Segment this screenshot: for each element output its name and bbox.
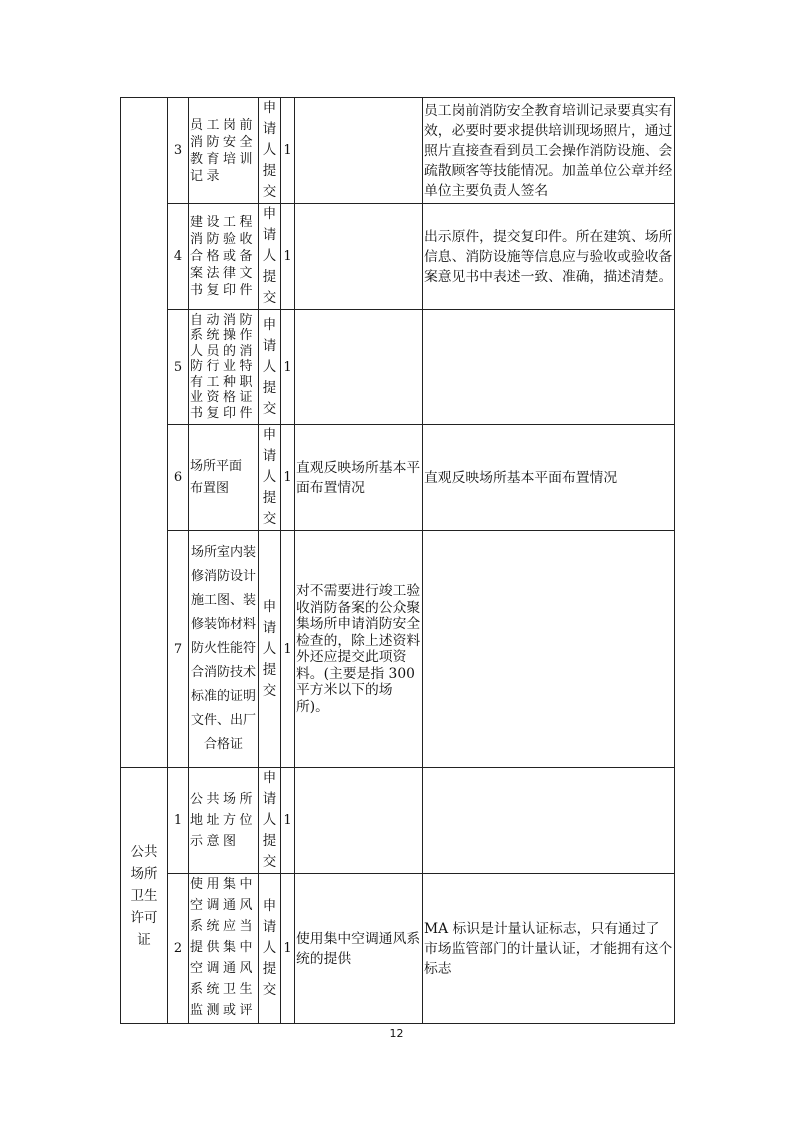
item-name: 场所平面布置图 <box>189 425 259 531</box>
item-source: 申请人提交 <box>259 531 281 768</box>
item-quantity: 1 <box>281 98 295 204</box>
item-requirement <box>295 768 423 874</box>
item-source: 申请人提交 <box>259 98 281 204</box>
row-number: 4 <box>168 204 189 310</box>
item-note: 出示原件，提交复印件。所在建筑、场所信息、消防设施等信息应与验收或验收备案意见书中表述一致、准确，描述清楚。 <box>423 204 675 310</box>
requirements-table <box>120 97 675 1024</box>
item-name: 自动消防系统操作人员的消防行业特有工种职业资格证书复印件 <box>189 310 259 425</box>
item-name: 员工岗前消防安全教育培训记录 <box>189 98 259 204</box>
category-cell: 公共场所卫生许可证 <box>121 768 168 1024</box>
item-source: 申请人提交 <box>259 425 281 531</box>
row-number: 2 <box>168 874 189 1024</box>
item-quantity: 1 <box>281 310 295 425</box>
row-number: 1 <box>168 768 189 874</box>
row-number: 6 <box>168 425 189 531</box>
item-name: 使用集中空调通风系统应当提供集中空调通风系统卫生监测或评 <box>189 874 259 1024</box>
item-requirement <box>295 310 423 425</box>
item-source: 申请人提交 <box>259 204 281 310</box>
item-quantity: 1 <box>281 874 295 1024</box>
page-number: 12 <box>389 1027 404 1040</box>
item-source: 申请人提交 <box>259 874 281 1024</box>
item-requirement <box>295 98 423 204</box>
table-row <box>121 204 675 310</box>
item-quantity: 1 <box>281 204 295 310</box>
item-note: 员工岗前消防安全教育培训记录要真实有效，必要时要求提供培训现场照片，通过照片直接查看到员工会操作消防设施、会疏散顾客等技能情况。加盖单位公章并经单位主要负责人签名 <box>423 98 675 204</box>
item-note <box>423 768 675 874</box>
row-number: 7 <box>168 531 189 768</box>
item-note <box>423 531 675 768</box>
item-quantity: 1 <box>281 531 295 768</box>
row-number: 3 <box>168 98 189 204</box>
table-row <box>121 310 675 425</box>
item-name: 建设工程消防验收合格或备案法律文书复印件 <box>189 204 259 310</box>
item-note <box>423 310 675 425</box>
item-quantity: 1 <box>281 768 295 874</box>
item-name: 公共场所地址方位示意图 <box>189 768 259 874</box>
table-row <box>121 425 675 531</box>
item-requirement: 直观反映场所基本平面布置情况 <box>295 425 423 531</box>
item-source: 申请人提交 <box>259 310 281 425</box>
item-note: MA 标识是计量认证标志，只有通过了市场监管部门的计量认证，才能拥有这个标志 <box>423 874 675 1024</box>
item-name: 场所室内装修消防设计施工图、装修装饰材料防火性能符合消防技术标准的证明文件、出厂合格证 <box>189 531 259 768</box>
item-requirement: 对不需要进行竣工验收消防备案的公众聚集场所申请消防安全检查的，除上述资料外还应提交此项资料。(主要是指 300 平方米以下的场所)。 <box>295 531 423 768</box>
item-quantity: 1 <box>281 425 295 531</box>
item-requirement <box>295 204 423 310</box>
category-cell <box>121 98 168 768</box>
table-row <box>121 768 675 874</box>
table-row <box>121 531 675 768</box>
table-row <box>121 98 675 204</box>
table-row <box>121 874 675 1024</box>
item-requirement: 使用集中空调通风系统的提供 <box>295 874 423 1024</box>
row-number: 5 <box>168 310 189 425</box>
item-note: 直观反映场所基本平面布置情况 <box>423 425 675 531</box>
item-source: 申请人提交 <box>259 768 281 874</box>
